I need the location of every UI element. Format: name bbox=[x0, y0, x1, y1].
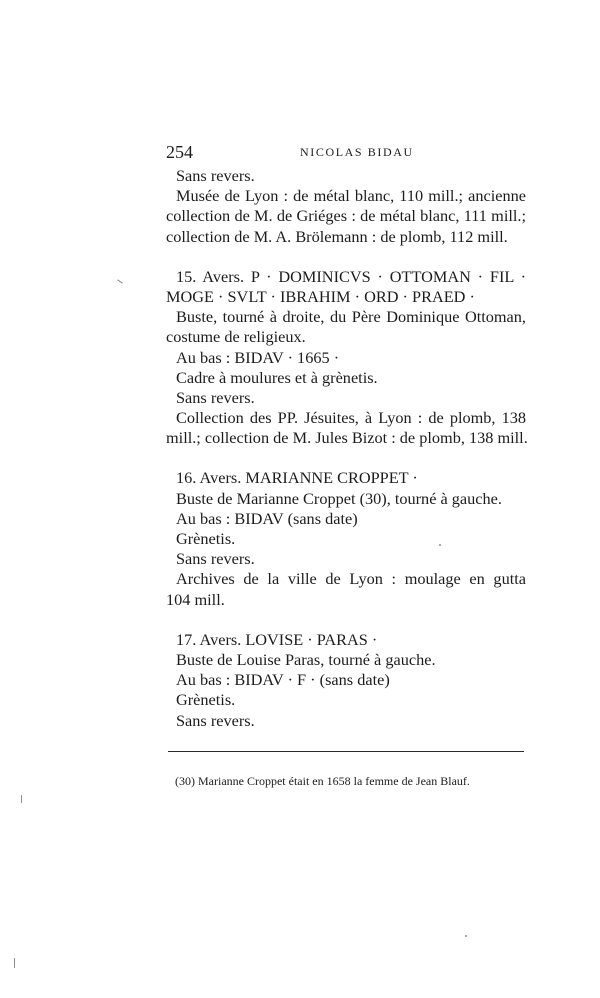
text-line: Sans revers. bbox=[176, 549, 255, 569]
text-line: Archives de la ville de Lyon : moulage en gutta bbox=[176, 569, 526, 589]
running-head: NICOLAS BIDAU bbox=[300, 145, 414, 159]
paper-speck bbox=[21, 795, 22, 803]
text-line: costume de religieux. bbox=[166, 327, 306, 347]
text-line: Buste de Louise Paras, tourné à gauche. bbox=[176, 649, 436, 669]
entry-heading-continued: MOGE · SVLT · IBRAHIM · ORD · PRAED · bbox=[166, 286, 475, 306]
text-line: mill.; collection de M. Jules Bizot : de plomb, 138 mill. bbox=[166, 428, 528, 448]
entry-heading: 17. Avers. LOVISE · PARAS · bbox=[176, 629, 378, 649]
text-line: Sans revers. bbox=[176, 387, 255, 407]
page-number: 254 bbox=[166, 142, 193, 162]
text-line: collection de M. A. Brölemann : de plomb, 112 mill. bbox=[166, 226, 508, 246]
footnote: (30) Marianne Croppet était en 1658 la femme de Jean Blauf. bbox=[175, 774, 470, 788]
page-header bbox=[166, 142, 526, 166]
body-text bbox=[166, 166, 526, 731]
text-line: Buste, tourné à droite, du Père Dominique Ottoman, bbox=[176, 307, 526, 327]
text-line: Au bas : BIDAV · 1665 · bbox=[176, 347, 340, 367]
text-line: Sans revers. bbox=[176, 166, 255, 185]
entry-heading: 16. Avers. MARIANNE CROPPET · bbox=[176, 468, 418, 488]
text-line: Grènetis. bbox=[176, 690, 236, 710]
footnote-rule bbox=[168, 751, 524, 752]
paper-speck bbox=[14, 958, 15, 968]
paper-speck bbox=[439, 544, 441, 546]
paragraph-gap bbox=[166, 610, 526, 630]
text-line: Musée de Lyon : de métal blanc, 110 mill.; ancienne bbox=[176, 186, 526, 206]
text-line: Au bas : BIDAV · F · (sans date) bbox=[176, 670, 390, 690]
paragraph-gap bbox=[166, 448, 526, 468]
text-line: Cadre à moulures et à grènetis. bbox=[176, 367, 378, 387]
text-line: Grènetis. bbox=[176, 529, 236, 548]
paper-speck bbox=[117, 279, 122, 283]
paragraph-gap bbox=[166, 247, 526, 267]
paper-speck bbox=[465, 935, 467, 937]
text-line: 104 mill. bbox=[166, 589, 225, 609]
text-line: collection de M. de Griéges : de métal blanc, 111 mill.; bbox=[166, 206, 526, 226]
text-line: Sans revers. bbox=[176, 710, 255, 730]
text-line: Collection des PP. Jésuites, à Lyon : de plomb, 138 bbox=[176, 408, 526, 428]
text-line: Au bas : BIDAV (sans date) bbox=[176, 508, 358, 528]
entry-heading: 15. Avers. P · DOMINICVS · OTTOMAN · FIL · bbox=[176, 266, 526, 286]
text-line: Buste de Marianne Croppet (30), tourné à gauche. bbox=[176, 488, 502, 508]
